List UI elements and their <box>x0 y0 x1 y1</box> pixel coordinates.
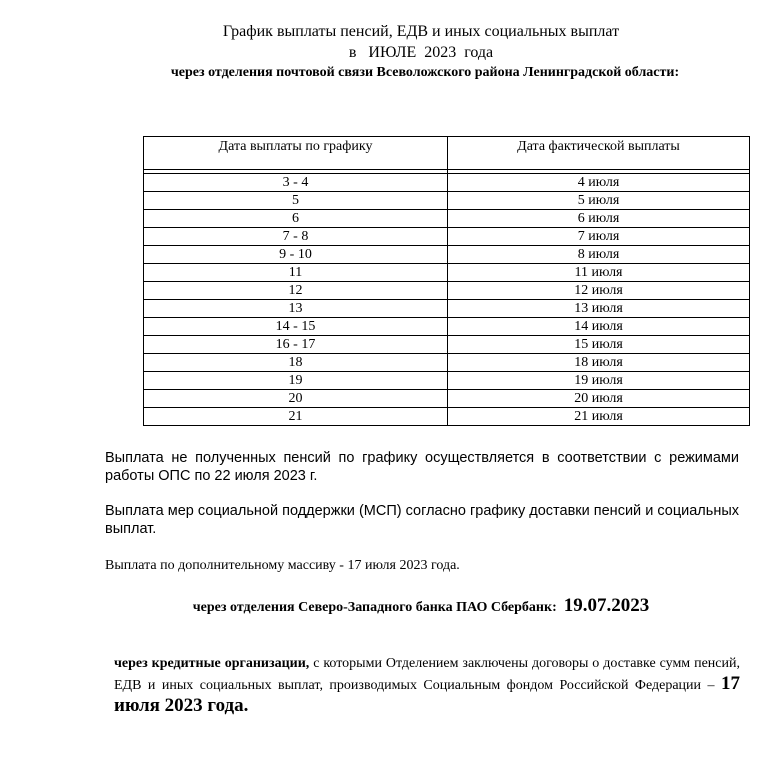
actual-date-cell: 18 июля <box>448 354 750 372</box>
credit-body: с которыми Отделением заключены договоры о доставке сумм пенсий, ЕДВ и иных социальных выплат, производимых Социальным фондом Российской Федерации – <box>114 656 740 693</box>
sberbank-line <box>0 593 782 621</box>
table-header-row <box>144 137 750 170</box>
title-line-1: График выплаты пенсий, ЕДВ и иных социальных выплат <box>222 23 620 40</box>
sberbank-label: через отделения Северо-Западного банка ПАО Сбербанк: <box>192 600 557 615</box>
scheduled-date-cell: 14 - 15 <box>144 318 448 336</box>
scheduled-date-cell: 3 - 4 <box>144 174 448 192</box>
table-row <box>144 300 750 318</box>
credit-organizations-paragraph <box>114 654 740 718</box>
actual-date-cell: 6 июля <box>448 210 750 228</box>
scheduled-date-cell: 19 <box>144 372 448 390</box>
paragraph-social-support: Выплата мер социальной поддержки (МСП) согласно графику доставки пенсий и социальных выплат. <box>105 503 739 537</box>
actual-date-cell: 21 июля <box>448 408 750 426</box>
actual-date-cell: 19 июля <box>448 372 750 390</box>
table-row <box>144 282 750 300</box>
scheduled-date-cell: 18 <box>144 354 448 372</box>
scheduled-date-cell: 20 <box>144 390 448 408</box>
scheduled-date-cell: 12 <box>144 282 448 300</box>
scheduled-date-cell: 16 - 17 <box>144 336 448 354</box>
header-scheduled-date: Дата выплаты по графику <box>144 137 448 170</box>
title-line-2: в ИЮЛЕ 2023 года <box>348 44 494 61</box>
table-row <box>144 246 750 264</box>
actual-date-cell: 14 июля <box>448 318 750 336</box>
scheduled-date-cell: 7 - 8 <box>144 228 448 246</box>
table-row <box>144 390 750 408</box>
credit-lead: через кредитные организации, <box>114 656 310 671</box>
scheduled-date-cell: 6 <box>144 210 448 228</box>
table-row <box>144 228 750 246</box>
header-actual-date: Дата фактической выплаты <box>448 137 750 170</box>
table-row <box>144 408 750 426</box>
actual-date-cell: 8 июля <box>448 246 750 264</box>
table-row <box>144 336 750 354</box>
sberbank-date: 19.07.2023 <box>563 595 650 616</box>
scheduled-date-cell: 5 <box>144 192 448 210</box>
paragraph-unpaid-pensions: Выплата не полученных пенсий по графику осуществляется в соответствии с режимами работы ОПС по 22 июля 2023 г. <box>105 450 739 484</box>
scheduled-date-cell: 21 <box>144 408 448 426</box>
table-row <box>144 318 750 336</box>
actual-date-cell: 7 июля <box>448 228 750 246</box>
scheduled-date-cell: 9 - 10 <box>144 246 448 264</box>
actual-date-cell: 5 июля <box>448 192 750 210</box>
table-row <box>144 354 750 372</box>
table-row <box>144 210 750 228</box>
paragraph-additional-array: Выплата по дополнительному массиву - 17 июля 2023 года. <box>105 558 460 573</box>
scheduled-date-cell: 11 <box>144 264 448 282</box>
actual-date-cell: 13 июля <box>448 300 750 318</box>
table-row <box>144 174 750 192</box>
table-row <box>144 264 750 282</box>
actual-date-cell: 20 июля <box>448 390 750 408</box>
credit-date: 17 июля 2023 года. <box>114 673 740 716</box>
scheduled-date-cell: 13 <box>144 300 448 318</box>
actual-date-cell: 11 июля <box>448 264 750 282</box>
actual-date-cell: 4 июля <box>448 174 750 192</box>
actual-date-cell: 15 июля <box>448 336 750 354</box>
title-line-3: через отделения почтовой связи Всеволожского района Ленинградской области: <box>170 65 680 80</box>
table-row <box>144 372 750 390</box>
schedule-table <box>143 136 750 426</box>
actual-date-cell: 12 июля <box>448 282 750 300</box>
table-row <box>144 192 750 210</box>
